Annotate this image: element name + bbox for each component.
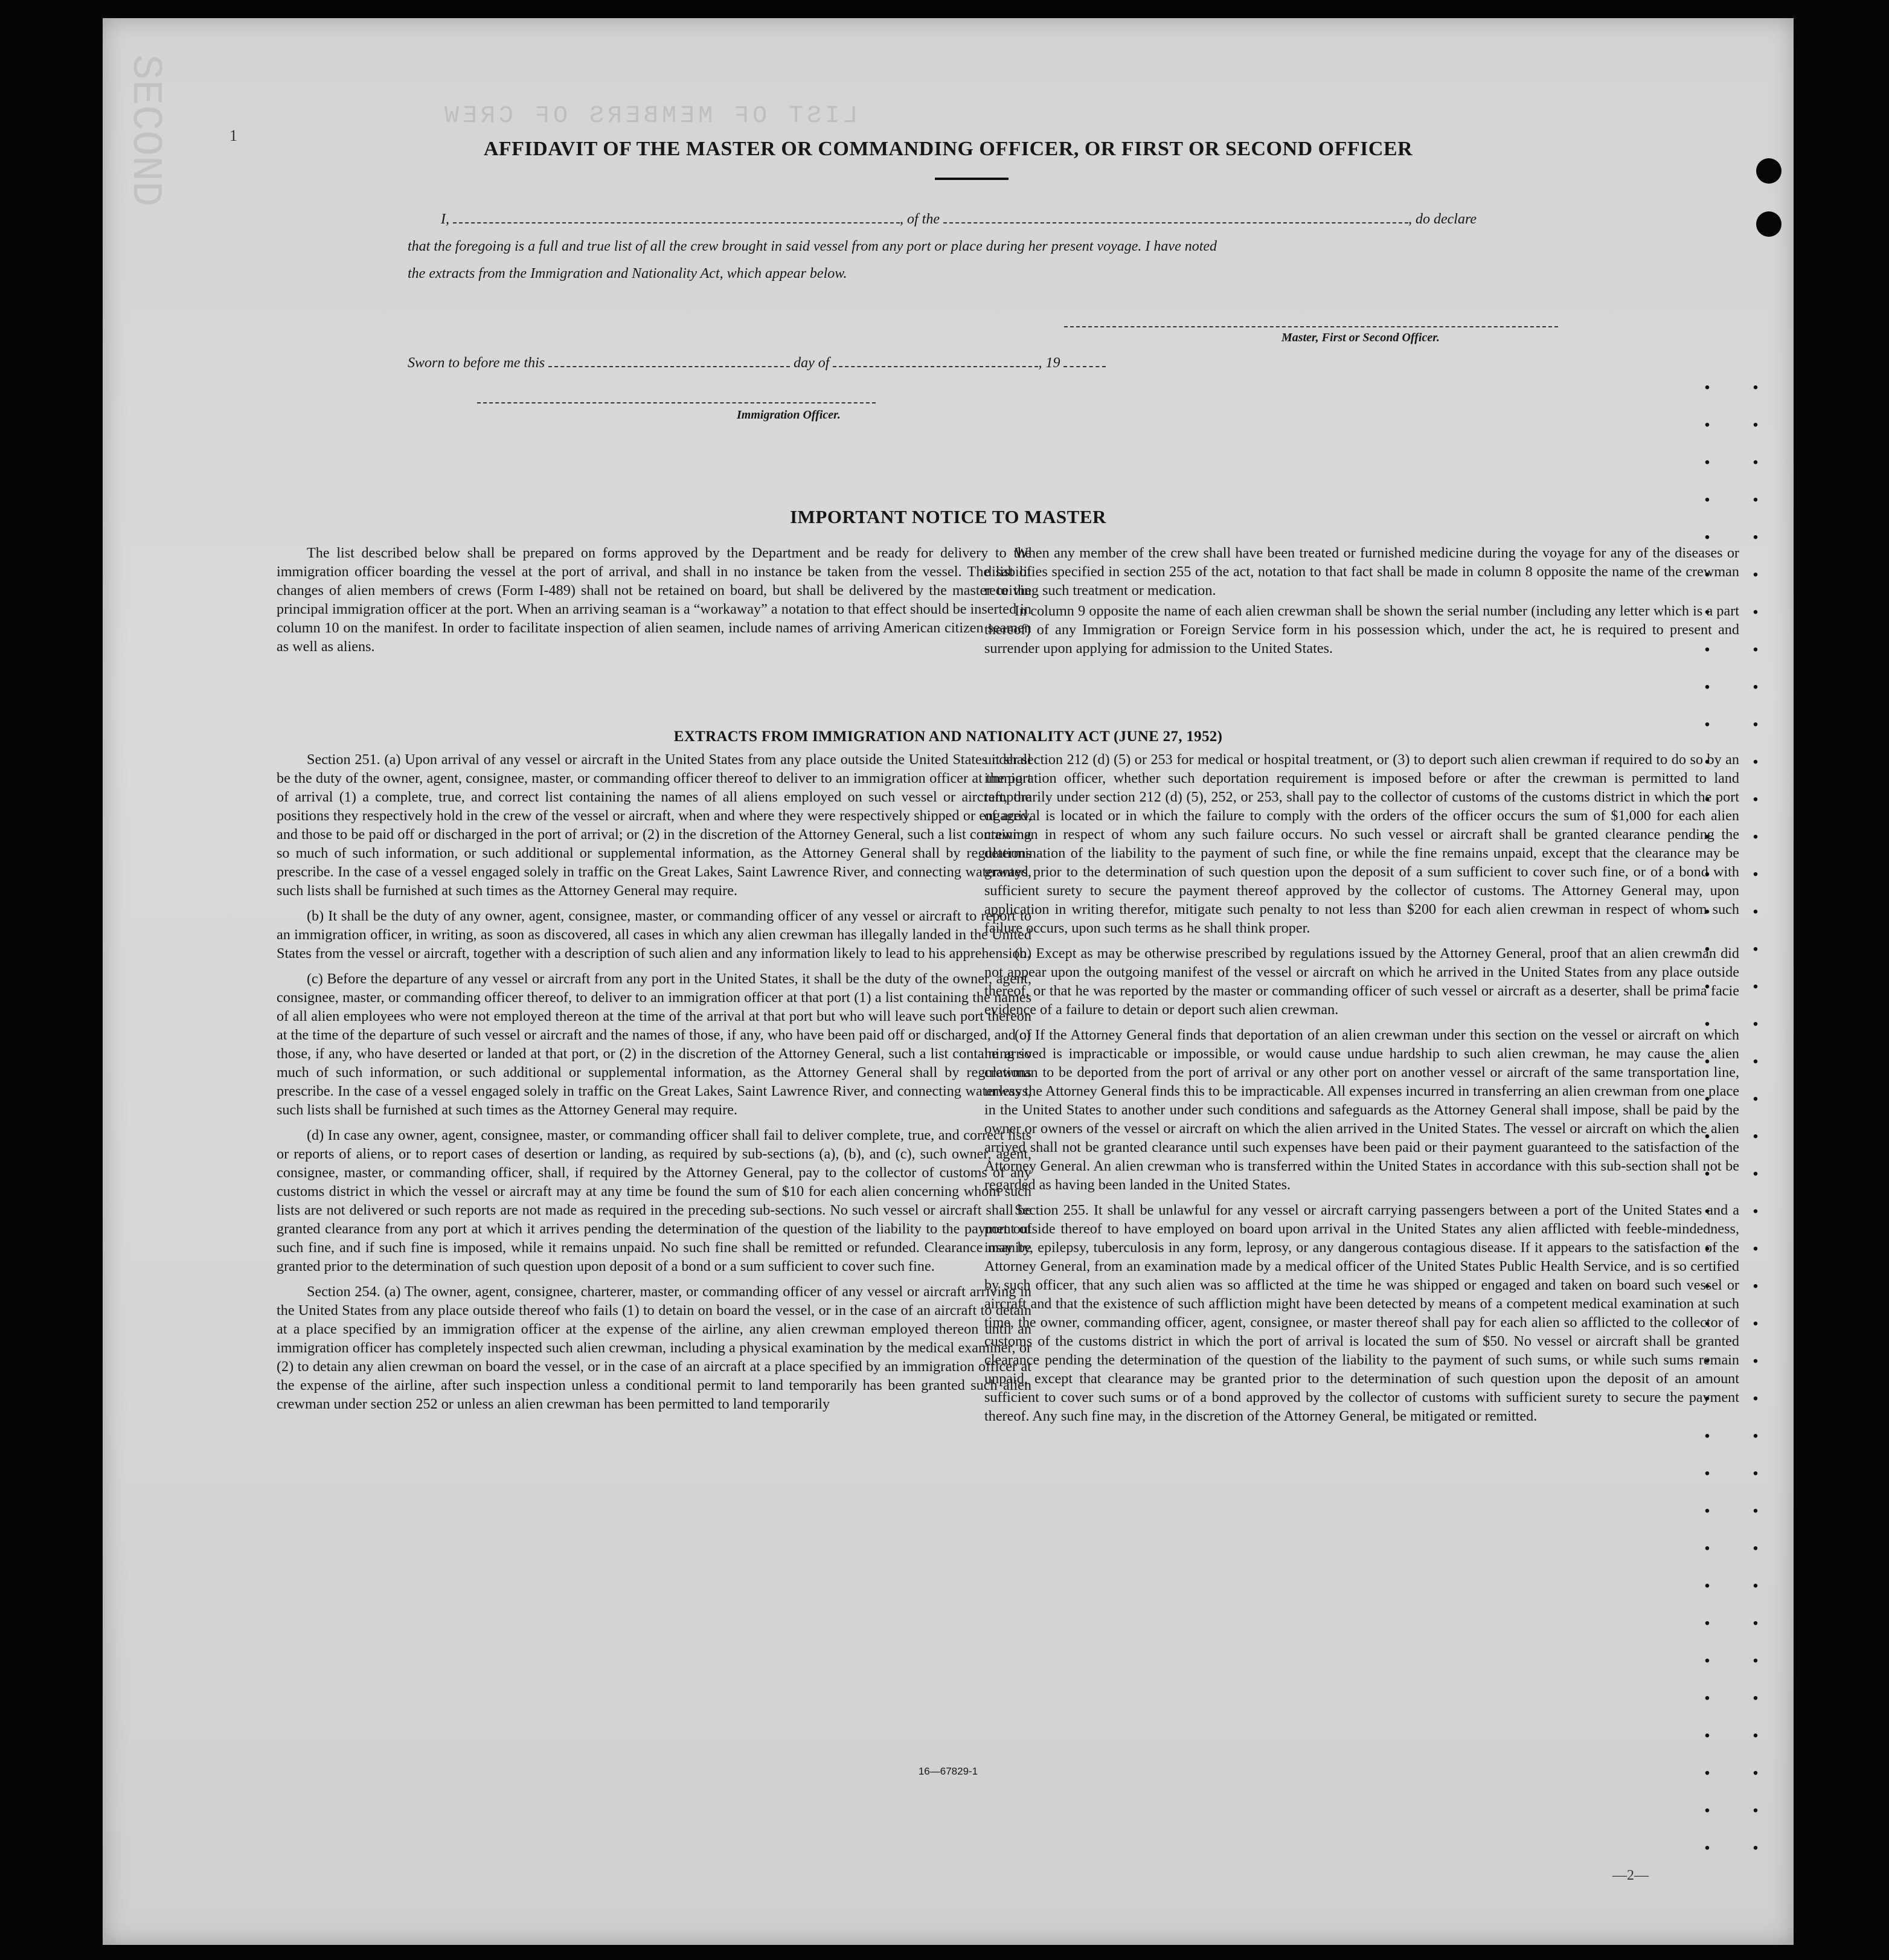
extracts-right-column	[984, 750, 1739, 1432]
punch-hole-top	[1756, 158, 1782, 184]
master-signature-line[interactable]	[1064, 326, 1558, 327]
title-rule	[935, 178, 1009, 180]
declare-label: , do declare	[1408, 211, 1477, 227]
form-number: 16—67829-1	[918, 1766, 978, 1777]
bleed-through-header: LIST OF MEMBERS OF CREW	[441, 103, 858, 130]
sworn-month-field[interactable]	[833, 354, 1038, 367]
section-251-c: (c) Before the departure of any vessel or aircraft from any port in the United States, it shall be the duty of the owner, agent, consignee, master, or commanding officer thereof, to deliver to an immigration officer at that port (1) a list containing the names of all alien employees who were not employed thereon at the time of the arrival at that port but who will leave such port thereon at the time of the departure of such vessel or aircraft and the names of those, if any, who have been paid off or discharged, and of those, if any, who have deserted or landed at that port, or (2) in the discretion of the Attorney General, such a list containing so much of such information, or such additional or supplemental information, as the Attorney General shall by regulations prescribe. In the case of a vessel engaged solely in traffic on the Great Lakes, Saint Lawrence River, and connecting waterways, such lists shall be furnished at such times as the Attorney General may require.	[277, 971, 1031, 1118]
officer-caption: Immigration Officer.	[737, 408, 841, 422]
of-the-label: , of the	[900, 211, 940, 227]
sworn-day-field[interactable]	[548, 354, 790, 367]
sworn-year-field[interactable]	[1063, 354, 1106, 367]
notice-title: IMPORTANT NOTICE TO MASTER	[790, 506, 1106, 527]
affidavit-title: AFFIDAVIT OF THE MASTER OR COMMANDING OFFICER, OR FIRST OR SECOND OFFICER	[483, 138, 1413, 160]
year-label: , 19	[1038, 355, 1060, 371]
notice-left-column	[277, 544, 1031, 663]
document-page	[103, 18, 1794, 1945]
declarant-name-field[interactable]	[453, 210, 900, 223]
day-of-label: day of	[794, 355, 830, 371]
section-254-b: (b) Except as may be otherwise prescribed by regulations issued by the Attorney General, proof that an alien crewman did not appear upon the outgoing manifest of the vessel or aircraft on which he arrived in the United States from any place outside thereof, or that he was reported by the master or commanding officer of such vessel or aircraft as a deserter, shall be prima facie evidence of a failure to detain or deport such alien crewman.	[984, 945, 1739, 1018]
section-254-c: (c) If the Attorney General finds that deportation of an alien crewman under this section on the vessel or aircraft on which he arrived is impracticable or impossible, or would cause undue hardship to such alien crewman, he may cause the alien crewman to be deported from the port of arrival or any other port on another vessel or aircraft of the same transportation line, unless the Attorney General finds this to be impracticable. All expenses incurred in transferring an alien crewman from one place in the United States to another under such conditions and safeguards as the Attorney General shall impose, shall be paid by the owner or owners of the vessel or aircraft on which the alien arrived in the United States. The vessel or aircraft on which the alien arrived shall not be granted clearance until such expenses have been paid or their payment guaranteed to the satisfaction of the Attorney General. An alien crewman who is transferred within the United States in accordance with this sub-section shall not be regarded as having been landed in the United States.	[984, 1027, 1739, 1193]
extracts-left-column	[277, 750, 1031, 1420]
declarant-prefix: I,	[441, 211, 449, 227]
section-251-a: Section 251. (a) Upon arrival of any vessel or aircraft in the United States from any place outside the United States it shall be the duty of the owner, agent, consignee, master, or commanding officer thereof to deliver to an immigration officer at the port of arrival (1) a complete, true, and correct list containing the names of all aliens employed on such vessel or aircraft, the positions they respectively hold in the crew of the vessel or aircraft, when and where they were respectively shipped or engaged, and those to be paid off or discharged in the port of arrival; or (2) in the discretion of the Attorney General, such a list containing so much of such information, or such additional or supplemental information, as the Attorney General shall by regulations prescribe. In the case of a vessel engaged solely in traffic on the Great Lakes, Saint Lawrence River, and connecting waterways, such lists shall be furnished at such times as the Attorney General may require.	[277, 751, 1031, 899]
officer-signature-line[interactable]	[477, 402, 876, 403]
page-mark-bottom-right: —2—	[1612, 1868, 1649, 1883]
notice-right-column	[984, 544, 1739, 664]
affidavit-line-1	[441, 210, 1477, 228]
notice-right-paragraph-2: In column 9 opposite the name of each alien crewman shall be shown the serial number (including any letter which is a part thereof) of any Immigration or Foreign Service form in his possession which, under the act, he is required to present and surrender upon applying for admission to the United States.	[984, 603, 1739, 657]
master-caption: Master, First or Second Officer.	[1281, 331, 1440, 344]
extracts-title: EXTRACTS FROM IMMIGRATION AND NATIONALITY ACT (JUNE 27, 1952)	[673, 728, 1223, 745]
section-251-d: (d) In case any owner, agent, consignee, master, or commanding officer shall fail to deliver complete, true, and correct lists or reports of aliens, or to report cases of desertion or landing, as required by sub-sections (a), (b), and (c), such owner, agent, consignee, master, or commanding officer, shall, if required by the Attorney General, pay to the collector of customs of any customs district in which the vessel or aircraft may at any time be found the sum of $10 for each alien concerning whom such lists are not delivered or such reports are not made as required in the preceding sub-sections. No such vessel or aircraft shall be granted clearance from any port at which it arrives pending the determination of the question of the liability to the payment of such fine, and if such fine is imposed, while it remains unpaid. No such fine shall be remitted or refunded. Clearance may be granted prior to the determination of such question upon deposit of a bond or a sum sufficient to cover such fine.	[277, 1127, 1031, 1274]
section-254-a: Section 254. (a) The owner, agent, consignee, charterer, master, or commanding officer of any vessel or aircraft arriving in the United States from any place outside thereof who fails (1) to detain on board the vessel, or in the case of an aircraft to detain at a place specified by an immigration officer at the expense of the airline, any alien crewman employed thereon until an immigration officer has completely inspected such alien crewman, including a physical examination by the medical examiner, or (2) to detain any alien crewman on board the vessel, or in the case of an aircraft at a place specified by an immigration officer at the expense of the airline, after such inspection unless a conditional permit to land temporarily has been granted such alien crewman under section 252 or unless an alien crewman has been permitted to land temporarily	[277, 1284, 1031, 1412]
punch-hole-second	[1756, 211, 1782, 237]
section-255: Section 255. It shall be unlawful for any vessel or aircraft carrying passengers between a port of the United States and a port outside thereof to have employed on board upon arrival in the United States any alien afflicted with feeble-mindedness, insanity, epilepsy, tuberculosis in any form, leprosy, or any dangerous contagious disease. If it appears to the satisfaction of the Attorney General, from an examination made by a medical officer of the United States Public Health Service, and is so certified by such officer, that any such alien was so afflicted at the time he was shipped or engaged and taken on board such vessel or aircraft and that the existence of such affliction might have been detected by means of a competent medical examination at such time, the owner, commanding officer, agent, consignee, or master thereof shall pay for each alien so afflicted to the collector of customs of the customs district in which the port of arrival is located the sum of $50. No vessel or aircraft shall be granted clearance pending the determination of the question of the liability to the payment of such sums, or while such sums remain unpaid, except that clearance may be granted prior to the determination of such question upon the deposit of an amount sufficient to cover such sums or of a bond approved by the collector of customs with sufficient surety to secure the payment thereof. Any such fine may, in the discretion of the Attorney General, be mitigated or remitted.	[984, 1202, 1739, 1424]
bleed-through-margin: SECOND	[121, 54, 168, 207]
section-254-a-cont: under section 212 (d) (5) or 253 for medical or hospital treatment, or (3) to deport such alien crewman if required to do so by an immigration officer, whether such deportation requirement is imposed before or after the crewman is permitted to land temporarily under section 212 (d) (5), 252, or 253, shall pay to the collector of customs of the customs district in which the port of arrival is located or in which the failure to comply with the orders of the officer occurs the sum of $1,000 for each alien crewman in respect of whom any such failure occurs. No such vessel or aircraft shall be granted clearance pending the determination of the liability to the payment of such fine, or while the fine remains unpaid, except that the clearance may be granted prior to the determination of such question upon the deposit of a sum sufficient to cover such fine, or of a bond with sufficient surety to secure the payment thereof approved by the collector of customs. The Attorney General may, upon application in writing therefor, mitigate such penalty to not less than $200 for each alien crewman in respect of whom such failure occurs, upon such terms as he shall think proper.	[984, 751, 1739, 936]
sworn-label: Sworn to before me this	[408, 355, 545, 371]
affidavit-line-3: the extracts from the Immigration and Nationality Act, which appear below.	[408, 266, 847, 281]
page-mark-top-left: 1	[229, 127, 237, 144]
margin-dots: . . . . . . . . . . . . . . . . . . . . . . . . . . . . . . . . . . . . . . . . . . . . . . . . . . . . . . . . . . . . . . . . . . . . . . . . . . . . . . . .	[1704, 367, 1777, 1855]
notice-left-paragraph: The list described below shall be prepared on forms approved by the Department and be ready for delivery to the immigration officer boarding the vessel at the port of arrival, and shall in no instance be taken from the vessel. The list of changes of alien members of crews (Form I-489) shall not be retained on board, but shall be delivered by the master to the principal immigration officer at the port. When an arriving seaman is a “workaway” a notation to that effect should be inserted in column 10 on the manifest. In order to facilitate inspection of alien seamen, include names of arriving American citizen seamen as well as aliens.	[277, 545, 1031, 655]
section-251-b: (b) It shall be the duty of any owner, agent, consignee, master, or commanding officer of any vessel or aircraft to report to an immigration officer, in writing, as soon as discovered, all cases in which any alien crewman has illegally landed in the United States from the vessel or aircraft, together with a description of such alien and any information likely to lead to his apprehension.	[277, 908, 1031, 962]
notice-right-paragraph-1: When any member of the crew shall have been treated or furnished medicine during the voyage for any of the diseases or disabilities specified in section 255 of the act, notation to that fact shall be made in column 8 opposite the name of the crewman receiving such treatment or medication.	[984, 545, 1739, 599]
affidavit-line-2: that the foregoing is a full and true list of all the crew brought in said vessel from any port or place during her present voyage. I have noted	[408, 239, 1217, 254]
sworn-line	[408, 354, 1106, 371]
vessel-name-field[interactable]	[943, 210, 1408, 223]
